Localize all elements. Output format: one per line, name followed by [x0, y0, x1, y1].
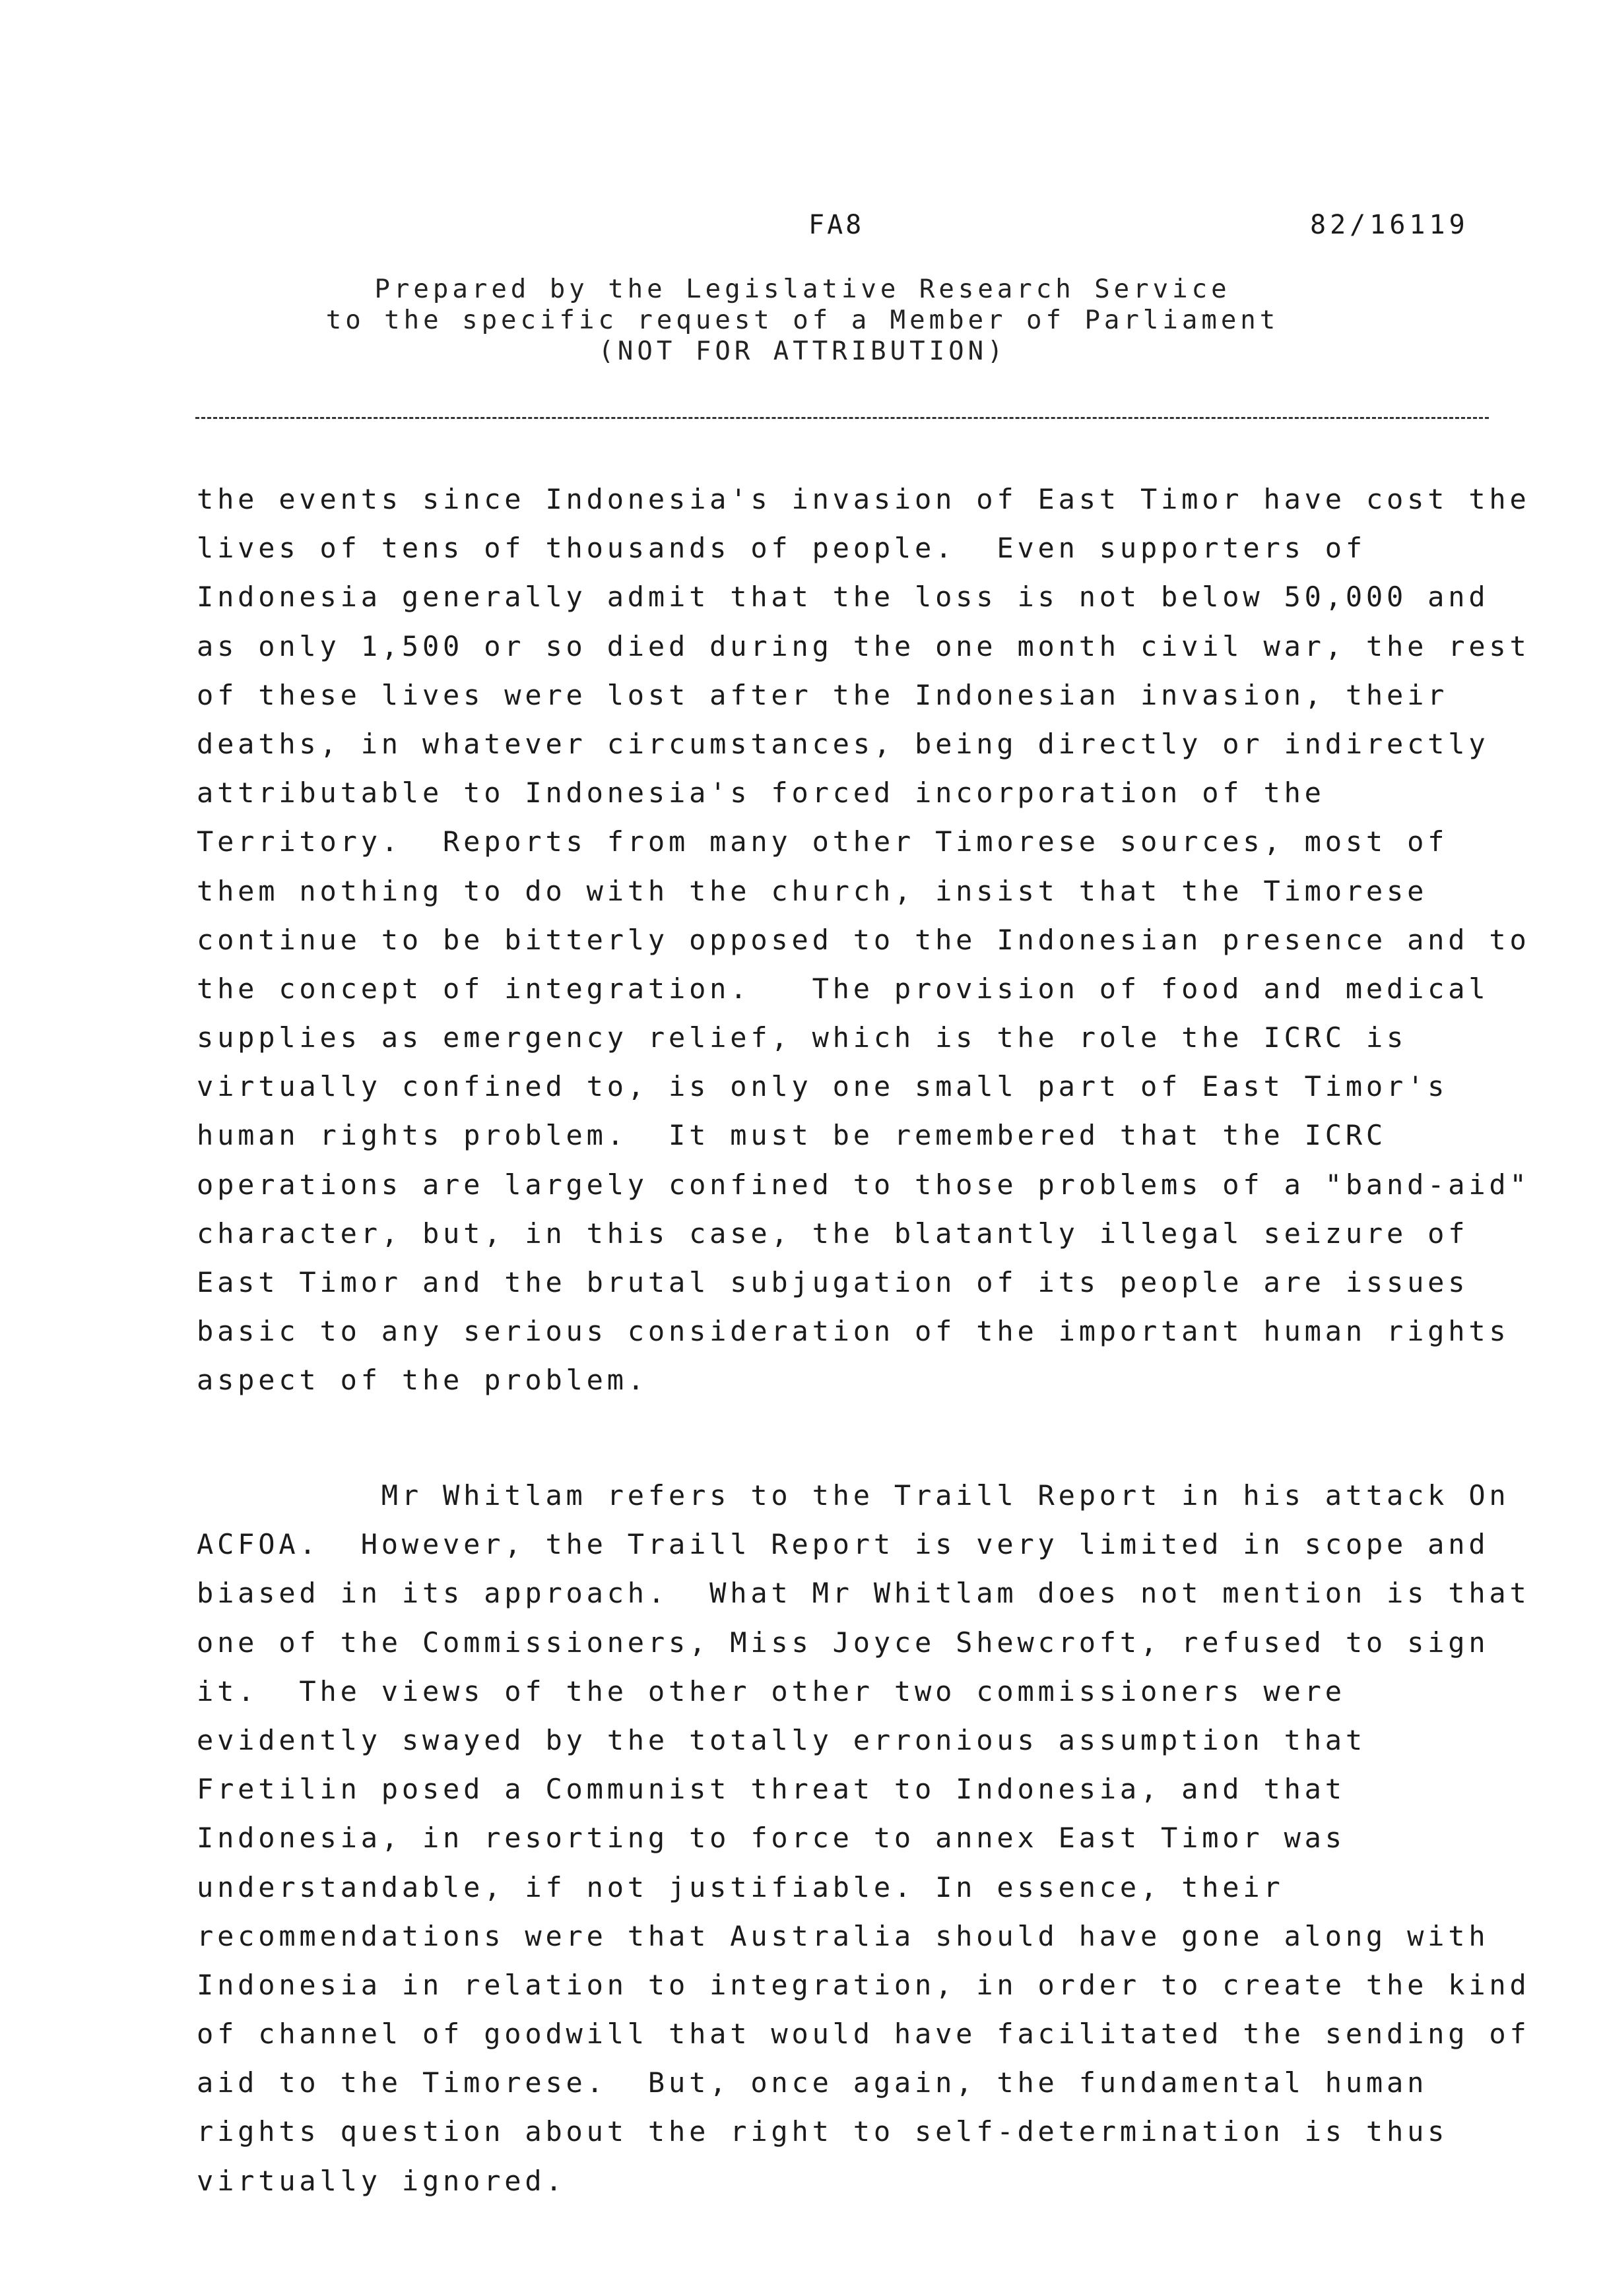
- text-line: Mr Whitlam refers to the Traill Report in his attack On: [197, 1479, 1510, 1512]
- text-line: aspect of the problem.: [197, 1364, 648, 1397]
- text-line: virtually confined to, is only one small part of East Timor's: [197, 1070, 1449, 1103]
- text-line: Territory. Reports from many other Timorese sources, most of: [197, 825, 1449, 858]
- text-line: Indonesia in relation to integration, in order to create the kind: [197, 1968, 1530, 2001]
- paragraph-1: [197, 475, 1530, 1405]
- text-line: the events since Indonesia's invasion of East Timor have cost the: [197, 483, 1530, 515]
- text-line: attributable to Indonesia's forced incorporation of the: [197, 777, 1325, 810]
- text-line: the concept of integration. The provision of food and medical: [197, 972, 1490, 1005]
- text-line: ACFOA. However, the Traill Report is very limited in scope and: [197, 1528, 1490, 1561]
- text-line: basic to any serious consideration of the important human rights: [197, 1315, 1510, 1348]
- text-line: evidently swayed by the totally erronious assumption that: [197, 1723, 1366, 1756]
- text-line: deaths, in whatever circumstances, being directly or indirectly: [197, 727, 1490, 760]
- text-line: of these lives were lost after the Indonesian invasion, their: [197, 678, 1449, 711]
- header-divider: [195, 417, 1489, 419]
- text-line: aid to the Timorese. But, once again, the fundamental human: [197, 2066, 1428, 2099]
- text-line: them nothing to do with the church, insist that the Timorese: [197, 874, 1428, 907]
- preparation-line: Prepared by the Legislative Research Service: [374, 274, 1231, 304]
- text-line: character, but, in this case, the blatantly illegal seizure of: [197, 1217, 1469, 1250]
- text-line: recommendations were that Australia should have gone along with: [197, 1919, 1490, 1952]
- text-line: supplies as emergency relief, which is the role the ICRC is: [197, 1021, 1408, 1054]
- text-line: Indonesia generally admit that the loss is not below 50,000 and: [197, 581, 1490, 614]
- document-header: [0, 210, 1605, 249]
- paragraph-2: [197, 1471, 1530, 2206]
- text-line: of channel of goodwill that would have facilitated the sending of: [197, 2018, 1530, 2051]
- text-line: continue to be bitterly opposed to the Indonesian presence and to: [197, 923, 1530, 956]
- text-line: human rights problem. It must be remembered that the ICRC: [197, 1119, 1387, 1152]
- text-line: rights question about the right to self-determination is thus: [197, 2115, 1449, 2148]
- text-line: virtually ignored.: [197, 2164, 566, 2197]
- text-line: lives of tens of thousands of people. Even supporters of: [197, 532, 1366, 565]
- text-line: as only 1,500 or so died during the one month civil war, the rest: [197, 629, 1530, 662]
- text-line: one of the Commissioners, Miss Joyce Shewcroft, refused to sign: [197, 1626, 1490, 1659]
- text-line: Indonesia, in resorting to force to annex East Timor was: [197, 1822, 1346, 1855]
- document-code: FA8: [808, 210, 865, 240]
- text-line: Fretilin posed a Communist threat to Indonesia, and that: [197, 1773, 1346, 1806]
- attribution-notice: (NOT FOR ATTRIBUTION): [598, 336, 1007, 366]
- preparation-notice: [0, 274, 1605, 367]
- text-line: understandable, if not justifiable. In essence, their: [197, 1870, 1284, 1903]
- text-line: East Timor and the brutal subjugation of its people are issues: [197, 1266, 1469, 1298]
- document-number: 82/16119: [1310, 210, 1469, 240]
- preparation-line: to the specific request of a Member of Parliament: [325, 305, 1280, 335]
- text-line: it. The views of the other other two commissioners were: [197, 1674, 1346, 1707]
- text-line: biased in its approach. What Mr Whitlam does not mention is that: [197, 1577, 1530, 1610]
- text-line: operations are largely confined to those problems of a "band-aid": [197, 1168, 1530, 1201]
